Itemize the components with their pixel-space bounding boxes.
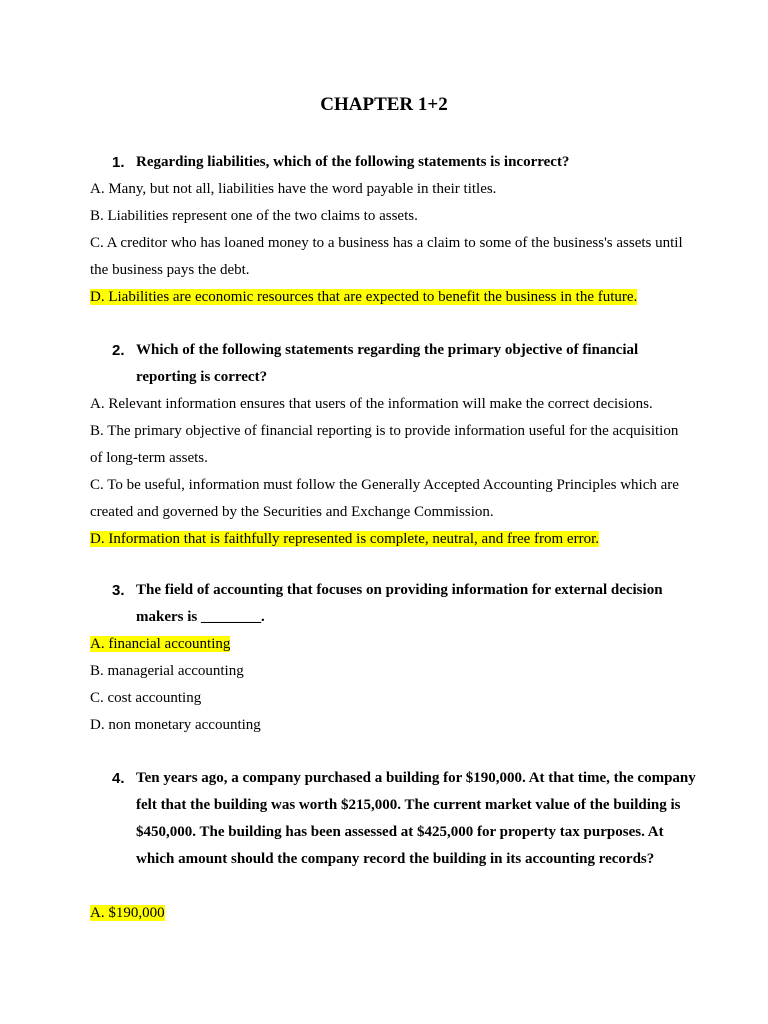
answer-option-c: C. A creditor who has loaned money to a business has a claim to some of the business's assets until the business pays the debt. [90,235,683,278]
question-number: 2. [112,342,125,359]
answer-options [90,176,690,311]
answer-option-b: B. The primary objective of financial reporting is to provide information useful for the acquisition of long-term assets. [90,423,679,466]
highlighted-answer: A. $190,000 [90,905,165,921]
answer-option-c: C. To be useful, information must follow the Generally Accepted Accounting Principles which are created and governed by the Securities and Exchange Commission. [90,477,679,520]
question-number: 1. [112,154,125,171]
answer-option-a: A. Relevant information ensures that users of the information will make the correct decisions. [90,396,653,412]
answer-option-b: B. managerial accounting [90,663,244,679]
highlighted-answer: D. Information that is faithfully represented is complete, neutral, and free from error. [90,531,599,547]
answer-option-a [90,900,690,927]
question-text: Ten years ago, a company purchased a building for $190,000. At that time, the company felt that the building was worth $215,000. The current market value of the building is $450,000. The building has been assessed at $425,000 for property tax purposes. At which amount should the company record the building in its accounting records? [136,770,696,867]
question-number: 3. [112,582,125,599]
question-text: The field of accounting that focuses on providing information for external decision makers is ________. [136,582,663,625]
question-number: 4. [112,770,125,787]
answer-options [90,631,690,739]
question-text: Which of the following statements regarding the primary objective of financial reporting is correct? [136,342,639,385]
highlighted-answer: A. financial accounting [90,636,231,652]
answer-option-d: D. non monetary accounting [90,717,261,733]
answer-option-a: A. Many, but not all, liabilities have the word payable in their titles. [90,181,497,197]
answer-option-d [90,284,690,311]
answer-option-c: C. cost accounting [90,690,202,706]
question-text: Regarding liabilities, which of the following statements is incorrect? [136,154,570,170]
answer-option-a [90,631,690,658]
answer-options [90,391,690,553]
answer-options [90,900,690,927]
highlighted-answer: D. Liabilities are economic resources that are expected to benefit the business in the future. [90,289,638,305]
answer-option-d [90,526,690,553]
answer-option-b: B. Liabilities represent one of the two claims to assets. [90,208,418,224]
chapter-title: CHAPTER 1+2 [320,94,448,115]
